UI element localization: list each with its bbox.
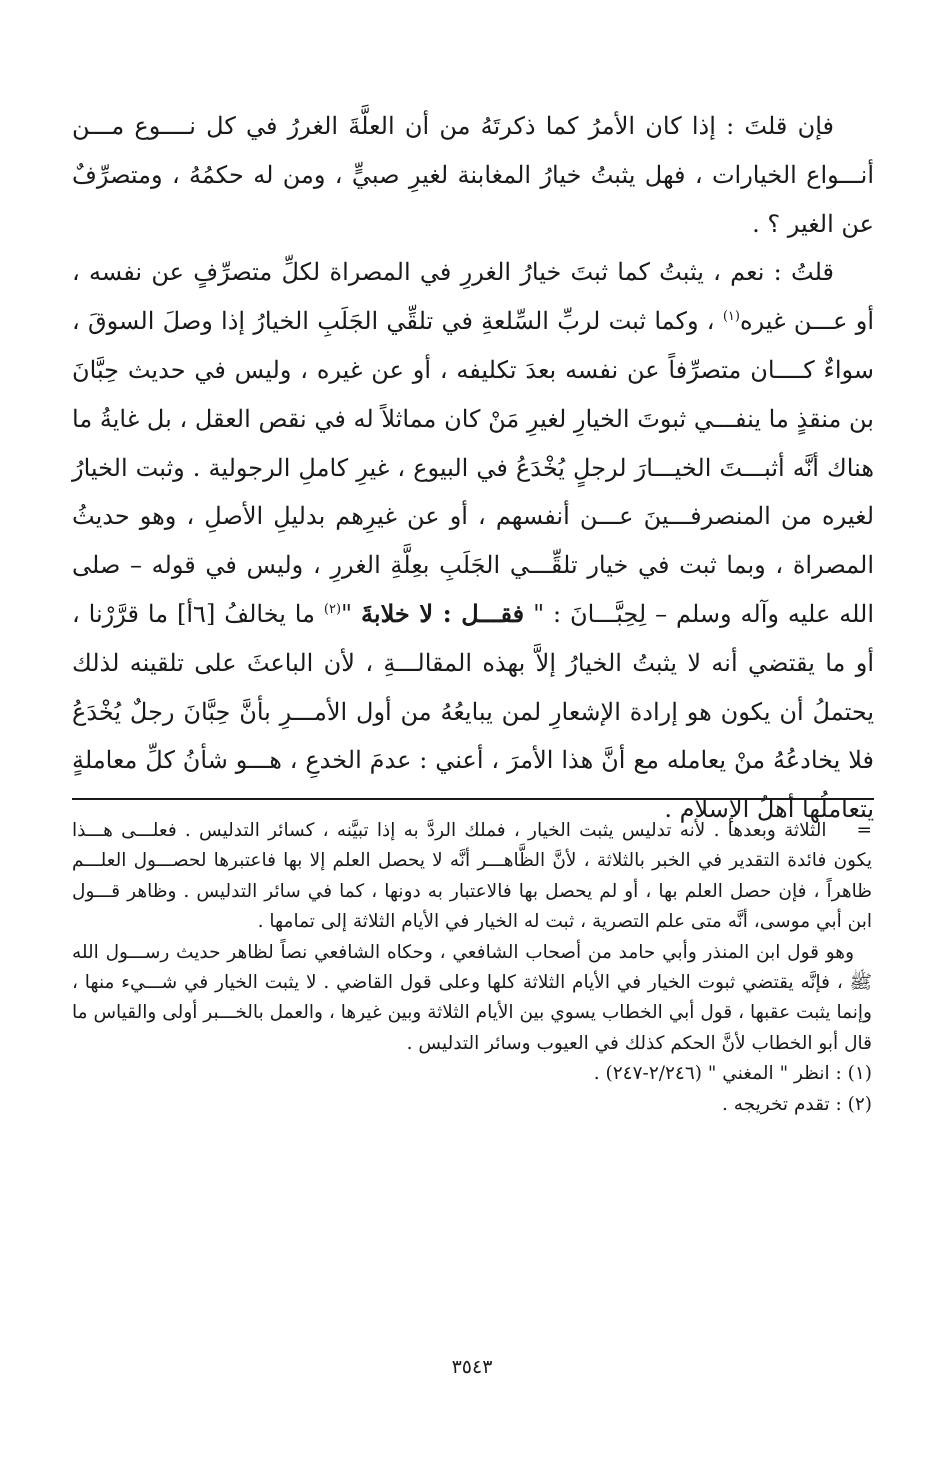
paragraph-answer xyxy=(72,248,874,834)
page-number: ٣٥٤٣ xyxy=(451,1356,493,1378)
footnote-ref-1[interactable]: (١) xyxy=(722,309,740,325)
footnote-continuation-2: وهو قول ابن المنذر وأبي حامد من أصحاب الشافعي ، وحكاه الشافعي نصاً لظاهر حديث رســـول الله ﷺ ، فإنَّه يقتضي ثبوت الخيار في الأيام الثلاثة كلها وعلى قول القاضي . لا يثبت الخيار في شـــيء منها ، وإنما يثبت عقبها ، قول أبي الخطاب يسوي بين الأيام الثلاثة وبين غيرها ، والعمل بالخـــبر أولى والقياس ما قال أبو الخطاب لأنَّ الحكم كذلك في العيوب وسائر التدليس . xyxy=(72,941,872,1054)
answer-quote-close: " xyxy=(341,599,362,628)
main-body-text xyxy=(72,102,874,834)
paragraph-question-text: فإن قلتَ : إذا كان الأمرُ كما ذكرتَهُ من أن العلَّةَ الغررُ في كل نــــوع مـــن أنـــواع الخيارات ، فهل يثبتُ خيارُ المغابنة لغيرِ صبيٍّ ، ومن له حكمُهُ ، ومتصرِّفٌ عن الغير ؟ . xyxy=(72,112,874,238)
footnote-2: (٢) : تقدم تخريجه . xyxy=(722,1093,872,1115)
footnote-continuation-1 xyxy=(72,816,872,938)
footnote-separator xyxy=(72,798,874,800)
paragraph-question xyxy=(72,102,874,248)
footnotes-section xyxy=(72,816,872,1120)
footnote-1: (١) : انظر " المغني " (٢/٢٤٦-٢٤٧) . xyxy=(593,1063,872,1085)
answer-text-part-1: قلتُ : نعم ، يثبتُ كما ثبتَ خيارُ الغررِ في المصراة لكلِّ متصرِّفٍ عن نفسه ، أو عـــن غيره xyxy=(72,258,875,336)
continuation-mark: = xyxy=(856,820,872,841)
footnote-continuation-1-text: الثلاثة وبعدها . لأنه تدليس يثبت الخيار ، فملك الردَّ به إذا تبيَّنه ، كسائر التدليس . فعلـــى هـــذا يكون فائدة التقدير في الخبر بالثلاثة ، لأنَّ الظَّاهـــر أنَّه لا يحصل العلم إلا بها فاعتبرها لحصـــول العلـــم ظاهراً ، فإن حصل العلم بها ، أو لم يحصل بها فالاعتبار به دونها ، كما في سائر التدليس . وظاهر قـــول ابن أبي موسى، أنَّه متى علم التصرية ، ثبت له الخيار في الأيام الثلاثة إلى تمامها . xyxy=(72,820,872,933)
footnote-ref-2[interactable]: (٢) xyxy=(323,601,342,617)
hadith-quote-bold: فقـــل : لا خلابةَ xyxy=(361,598,525,628)
answer-text-part-3: ما يخالفُ [٦أ] ما قرَّرْنا ، أو ما يقتضي أنه لا يثبتُ الخيارُ إلاَّ بهذه المقالـــةِ ، لأن الباعثَ على تلقينه لذلك يحتملُ أن يكون هو إرادة الإشعارِ لمن يبايعُهُ من أول الأمـــرِ بأنَّ حِبَّانَ رجلٌ يُخْدَعُ فلا يخادعُهُ منْ يعامله مع أنَّ هذا الأمرَ ، أعني : عدمَ الخدعِ ، هـــو شأنُ كلِّ معاملةٍ يتعاملُها أهلُ الإسلام . xyxy=(72,599,874,824)
answer-text-part-2: ، وكما ثبت لربِّ السِّلعةِ في تلقِّي الجَلَبِ الخيارُ إذا وصلَ السوقَ ، سواءٌ كــــان متصرِّفاً عن نفسه بعدَ تكليفه ، أو عن غيره ، وليس في حديث حِبَّانَ بن منقذٍ ما ينفـــي ثبوتَ الخيارِ لغيرِ مَنْ كان مماثلاً له في نقص العقل ، بل غايةُ ما هناك أنَّه أثبـــتَ الخيـــارَ لرجلٍ يُخْدَعُ في البيوع ، غيرِ كاملِ الرجولية . وثبت الخيارُ لغيره من المنصرفـــينَ عـــن أنفسهم ، أو عن غيرِهم بدليلِ الأصلِ ، وهو حديثُ المصراة ، وبما ثبت في خيار تلقِّـــي الجَلَبِ بعِلَّةِ الغررِ ، وليس في قوله – صلى الله عليه وآله وسلم – لِحِبَّـــانَ : " xyxy=(72,307,875,628)
